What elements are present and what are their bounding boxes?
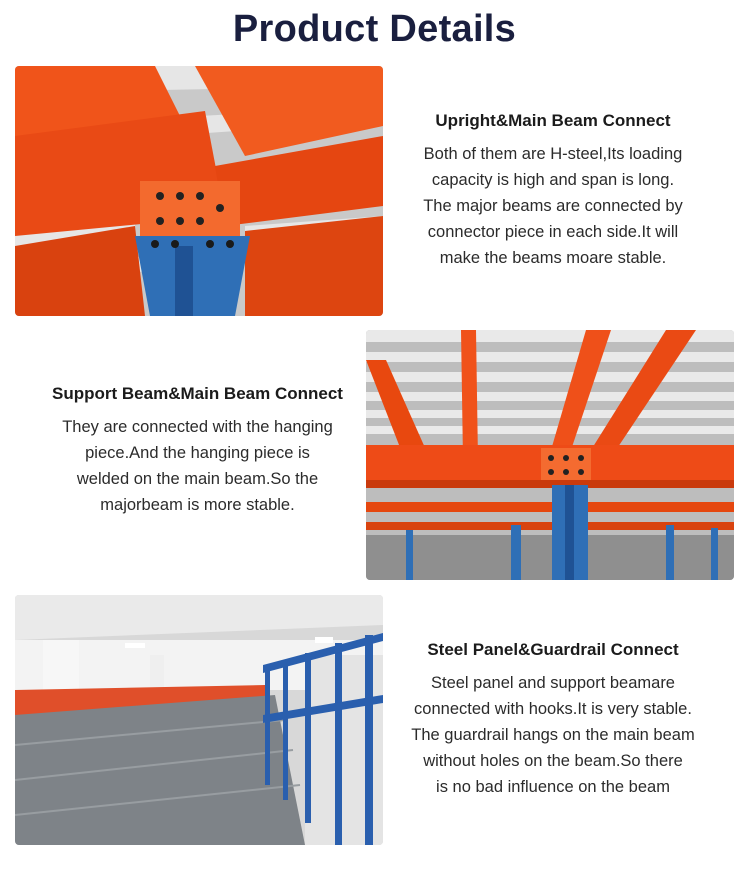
section-text-line: connector piece in each side.It will — [427, 223, 679, 241]
section-text-line: Steel panel and support beamare — [430, 674, 675, 692]
section-text-line: is no bad influence on the beam — [436, 778, 670, 796]
support-beam-photo — [366, 330, 734, 580]
section-text-line: The guardrail hangs on the main beam — [411, 726, 695, 744]
section-text-line: make the beams moare stable. — [439, 249, 667, 267]
section-heading: Upright&Main Beam Connect — [435, 111, 671, 130]
section-steel-panel-guardrail — [392, 640, 714, 800]
section-text-line: They are connected with the hanging — [62, 418, 333, 436]
section-text-line: Both of them are H-steel,Its loading — [423, 145, 683, 163]
section-upright-main-beam — [393, 111, 713, 271]
section-text-line: capacity is high and span is long. — [431, 171, 675, 189]
upright-main-beam-photo — [15, 66, 383, 316]
page-title: Product Details — [232, 8, 517, 50]
section-heading: Steel Panel&Guardrail Connect — [427, 640, 679, 659]
section-text-line: majorbeam is more stable. — [100, 496, 295, 514]
section-support-main-beam — [35, 384, 360, 518]
guardrail-photo — [15, 595, 383, 845]
section-text-line: without holes on the beam.So there — [423, 752, 683, 770]
section-text-line: piece.And the hanging piece is — [85, 444, 310, 462]
section-text-line: welded on the main beam.So the — [76, 470, 319, 488]
section-text-line: connected with hooks.It is very stable. — [414, 700, 692, 718]
section-text-line: The major beams are connected by — [423, 197, 683, 215]
section-heading: Support Beam&Main Beam Connect — [52, 384, 343, 403]
